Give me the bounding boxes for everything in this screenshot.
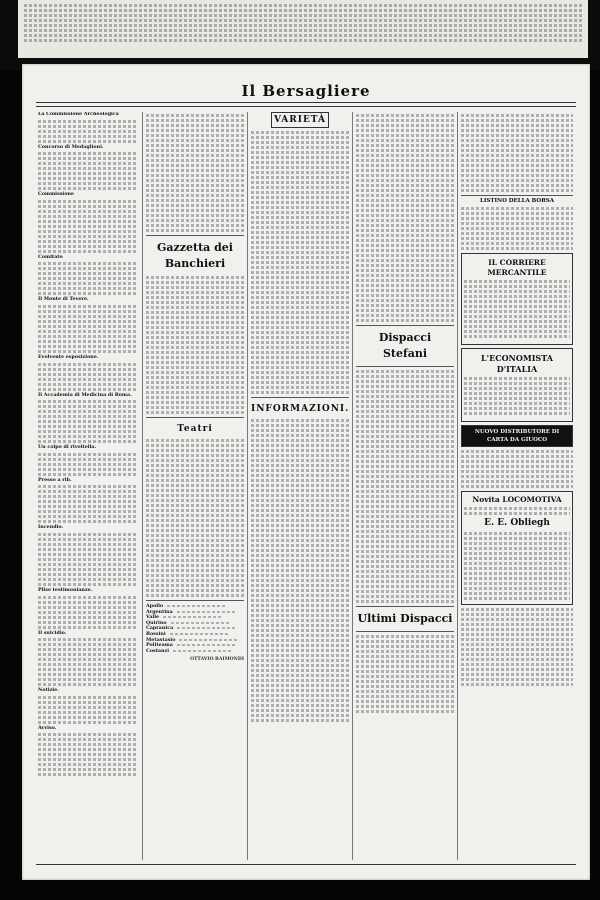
corriere-ad: IL CORRIERE MERCANTILE xyxy=(461,253,573,345)
column-separator xyxy=(457,112,458,860)
masthead: Il Bersagliere xyxy=(241,82,371,100)
article-title: Il Accademia di Medicina di Roma. xyxy=(38,391,132,398)
teatri-heading: Teatri xyxy=(177,424,213,434)
body-text xyxy=(146,276,244,414)
body-text xyxy=(146,439,244,597)
masthead-rule xyxy=(36,102,576,103)
article-body xyxy=(38,262,138,295)
film-border-top xyxy=(0,0,600,70)
article-body xyxy=(38,453,138,476)
article-body xyxy=(38,200,138,253)
article-title: Il Monte di Tevere. xyxy=(38,296,89,303)
ultimi-dispacci-heading: Ultimi Dispacci xyxy=(357,612,453,625)
article-title: Evolvente esposizione. xyxy=(38,353,99,360)
dispacci-heading: Dispacci Stefani xyxy=(378,331,432,360)
varieta-heading: VARIETÀ xyxy=(271,112,329,128)
column-1 xyxy=(38,112,138,860)
spectacle-item: Rossini xyxy=(146,632,244,638)
column-separator xyxy=(352,112,353,860)
body-text xyxy=(356,370,454,603)
article-body xyxy=(38,533,138,586)
locomotiva-ad: Novita LOCOMOTIVA E. E. Obliegh xyxy=(461,491,573,605)
article-body xyxy=(38,485,138,523)
spectacle-item: Quirino xyxy=(146,621,244,627)
spectacle-item: Capranica xyxy=(146,626,244,632)
article-body xyxy=(38,152,138,190)
article-body xyxy=(38,400,138,443)
body-text xyxy=(356,635,454,713)
body-text xyxy=(461,450,573,488)
spectacles-list xyxy=(146,604,244,654)
body-text xyxy=(251,419,349,722)
article-title: Pilse testimonianze. xyxy=(38,586,93,593)
economista-ad: L'ECONOMISTA D'ITALIA xyxy=(461,348,573,422)
body-text xyxy=(461,114,573,192)
spectacle-item: Costanzi xyxy=(146,649,244,655)
spectacle-item: Valle xyxy=(146,615,244,621)
column-5-ads xyxy=(461,112,573,860)
article-title: Notizie. xyxy=(38,687,59,694)
article-title: Avviso. xyxy=(38,724,57,731)
body-text xyxy=(356,114,454,322)
article-title: Un colpo di rivoltella. xyxy=(38,444,97,451)
body-text xyxy=(146,114,244,232)
spectacle-item: Politeama xyxy=(146,643,244,649)
signature: OTTAVIO RAIMONDI xyxy=(190,657,244,663)
masthead-rule-2 xyxy=(36,106,576,107)
article-body xyxy=(38,733,138,776)
article-title: Comitato xyxy=(38,253,63,260)
column-4 xyxy=(356,112,454,860)
column-2 xyxy=(146,112,244,860)
spectacle-item: Metastasio xyxy=(146,638,244,644)
article-title: La Commissione Archeologica xyxy=(38,112,119,117)
article-title: Il suicidio. xyxy=(38,629,67,636)
article-title: Commissione xyxy=(38,191,74,198)
article-body xyxy=(38,596,138,629)
listino-heading: LISTINO DELLA BORSA xyxy=(479,198,555,204)
article-body xyxy=(38,638,138,686)
spectacle-item: Apollo xyxy=(146,604,244,610)
column-3 xyxy=(251,112,349,860)
column-separator xyxy=(247,112,248,860)
spectacle-item: Argentina xyxy=(146,610,244,616)
article-body xyxy=(38,120,138,143)
body-text xyxy=(461,608,573,686)
distributore-ad: NUOVO DISTRIBUTORE DI CARTA DA GIUOCO xyxy=(461,425,573,447)
article-body xyxy=(38,696,138,724)
gazzetta-heading: Gazzetta dei Banchieri xyxy=(156,241,233,270)
article-body xyxy=(38,363,138,391)
body-text xyxy=(251,131,349,394)
article-title: Incendio. xyxy=(38,524,64,531)
article-title: Presso a rib. xyxy=(38,476,72,483)
borsa-table xyxy=(461,207,573,250)
bottom-rule xyxy=(36,864,576,865)
article-title: Concorso di Medaglioni. xyxy=(38,143,104,150)
previous-page-strip xyxy=(18,0,588,58)
informazioni-heading: INFORMAZIONI. xyxy=(251,404,349,414)
newspaper-page xyxy=(22,64,590,880)
article-body xyxy=(38,305,138,353)
column-separator xyxy=(142,112,143,860)
